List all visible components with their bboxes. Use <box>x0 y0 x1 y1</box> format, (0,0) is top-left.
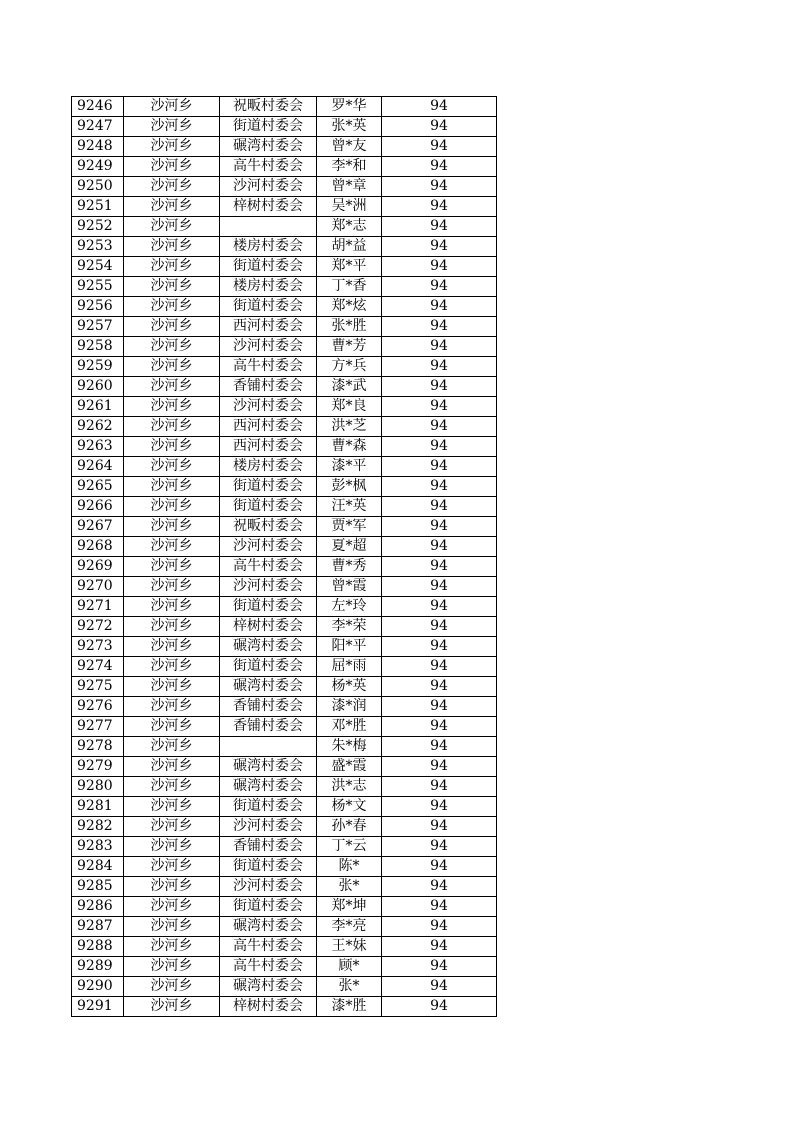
cell-village: 碾湾村委会 <box>220 977 317 997</box>
cell-town: 沙河乡 <box>124 937 220 957</box>
cell-village: 高牛村委会 <box>220 957 317 977</box>
cell-town: 沙河乡 <box>124 737 220 757</box>
cell-score: 94 <box>382 857 497 877</box>
cell-score: 94 <box>382 257 497 277</box>
cell-name: 丁*香 <box>317 277 382 297</box>
table-row <box>72 337 497 357</box>
cell-score: 94 <box>382 697 497 717</box>
cell-name: 彭*枫 <box>317 477 382 497</box>
cell-town: 沙河乡 <box>124 657 220 677</box>
cell-town: 沙河乡 <box>124 817 220 837</box>
cell-name: 郑*坤 <box>317 897 382 917</box>
cell-id: 9268 <box>72 537 124 557</box>
cell-name: 郑*平 <box>317 257 382 277</box>
cell-village: 梓树村委会 <box>220 197 317 217</box>
cell-town: 沙河乡 <box>124 957 220 977</box>
cell-village: 街道村委会 <box>220 657 317 677</box>
cell-score: 94 <box>382 917 497 937</box>
cell-score: 94 <box>382 597 497 617</box>
cell-village: 香铺村委会 <box>220 837 317 857</box>
cell-village: 碾湾村委会 <box>220 917 317 937</box>
table-row <box>72 517 497 537</box>
cell-town: 沙河乡 <box>124 797 220 817</box>
cell-village: 梓树村委会 <box>220 617 317 637</box>
cell-town: 沙河乡 <box>124 257 220 277</box>
cell-name: 李*亮 <box>317 917 382 937</box>
cell-score: 94 <box>382 677 497 697</box>
table-row <box>72 357 497 377</box>
cell-id: 9280 <box>72 777 124 797</box>
table-row <box>72 797 497 817</box>
cell-town: 沙河乡 <box>124 997 220 1017</box>
cell-town: 沙河乡 <box>124 497 220 517</box>
cell-name: 郑*志 <box>317 217 382 237</box>
cell-score: 94 <box>382 517 497 537</box>
cell-score: 94 <box>382 397 497 417</box>
cell-village: 高牛村委会 <box>220 357 317 377</box>
table-row <box>72 777 497 797</box>
table-row <box>72 137 497 157</box>
cell-score: 94 <box>382 357 497 377</box>
cell-name: 阳*平 <box>317 637 382 657</box>
cell-name: 郑*良 <box>317 397 382 417</box>
cell-village: 祝畈村委会 <box>220 517 317 537</box>
cell-name: 漆*平 <box>317 457 382 477</box>
cell-name: 曹*秀 <box>317 557 382 577</box>
cell-id: 9267 <box>72 517 124 537</box>
cell-village: 碾湾村委会 <box>220 777 317 797</box>
cell-village: 高牛村委会 <box>220 937 317 957</box>
cell-town: 沙河乡 <box>124 157 220 177</box>
cell-village: 楼房村委会 <box>220 457 317 477</box>
cell-town: 沙河乡 <box>124 597 220 617</box>
cell-name: 胡*益 <box>317 237 382 257</box>
cell-score: 94 <box>382 157 497 177</box>
cell-name: 屈*雨 <box>317 657 382 677</box>
cell-village: 街道村委会 <box>220 797 317 817</box>
cell-score: 94 <box>382 217 497 237</box>
table-row <box>72 637 497 657</box>
cell-town: 沙河乡 <box>124 457 220 477</box>
roster-table <box>71 96 497 1017</box>
cell-name: 朱*梅 <box>317 737 382 757</box>
cell-score: 94 <box>382 277 497 297</box>
cell-score: 94 <box>382 877 497 897</box>
cell-id: 9288 <box>72 937 124 957</box>
table-row <box>72 977 497 997</box>
cell-town: 沙河乡 <box>124 337 220 357</box>
cell-score: 94 <box>382 737 497 757</box>
cell-name: 罗*华 <box>317 97 382 117</box>
cell-id: 9272 <box>72 617 124 637</box>
cell-village: 沙河村委会 <box>220 337 317 357</box>
cell-town: 沙河乡 <box>124 477 220 497</box>
cell-name: 陈* <box>317 857 382 877</box>
cell-name: 洪*志 <box>317 777 382 797</box>
cell-score: 94 <box>382 577 497 597</box>
cell-name: 丁*云 <box>317 837 382 857</box>
cell-score: 94 <box>382 117 497 137</box>
cell-name: 张*英 <box>317 117 382 137</box>
cell-score: 94 <box>382 757 497 777</box>
cell-score: 94 <box>382 377 497 397</box>
cell-name: 郑*炫 <box>317 297 382 317</box>
cell-village: 沙河村委会 <box>220 537 317 557</box>
cell-town: 沙河乡 <box>124 617 220 637</box>
cell-id: 9253 <box>72 237 124 257</box>
cell-name: 邓*胜 <box>317 717 382 737</box>
cell-village: 沙河村委会 <box>220 817 317 837</box>
cell-score: 94 <box>382 637 497 657</box>
cell-town: 沙河乡 <box>124 837 220 857</box>
cell-score: 94 <box>382 417 497 437</box>
cell-id: 9251 <box>72 197 124 217</box>
table-row <box>72 257 497 277</box>
cell-score: 94 <box>382 297 497 317</box>
cell-village: 楼房村委会 <box>220 237 317 257</box>
cell-score: 94 <box>382 457 497 477</box>
cell-id: 9252 <box>72 217 124 237</box>
cell-score: 94 <box>382 777 497 797</box>
cell-score: 94 <box>382 177 497 197</box>
table-row <box>72 277 497 297</box>
cell-id: 9279 <box>72 757 124 777</box>
table-row <box>72 477 497 497</box>
cell-name: 李*荣 <box>317 617 382 637</box>
cell-name: 杨*英 <box>317 677 382 697</box>
table-row <box>72 717 497 737</box>
table-row <box>72 317 497 337</box>
cell-village: 街道村委会 <box>220 117 317 137</box>
cell-id: 9286 <box>72 897 124 917</box>
cell-name: 曾*章 <box>317 177 382 197</box>
cell-village: 街道村委会 <box>220 257 317 277</box>
table-row <box>72 117 497 137</box>
cell-village: 梓树村委会 <box>220 997 317 1017</box>
cell-village: 沙河村委会 <box>220 577 317 597</box>
cell-score: 94 <box>382 317 497 337</box>
table-row <box>72 437 497 457</box>
cell-id: 9249 <box>72 157 124 177</box>
cell-name: 贾*军 <box>317 517 382 537</box>
cell-name: 曾*霞 <box>317 577 382 597</box>
cell-village: 沙河村委会 <box>220 397 317 417</box>
cell-id: 9289 <box>72 957 124 977</box>
cell-id: 9255 <box>72 277 124 297</box>
cell-id: 9274 <box>72 657 124 677</box>
cell-town: 沙河乡 <box>124 197 220 217</box>
cell-name: 王*妹 <box>317 937 382 957</box>
cell-id: 9282 <box>72 817 124 837</box>
cell-town: 沙河乡 <box>124 577 220 597</box>
cell-score: 94 <box>382 997 497 1017</box>
cell-id: 9257 <box>72 317 124 337</box>
cell-name: 曹*森 <box>317 437 382 457</box>
table-row <box>72 537 497 557</box>
cell-score: 94 <box>382 817 497 837</box>
table-row <box>72 297 497 317</box>
cell-village: 沙河村委会 <box>220 877 317 897</box>
cell-score: 94 <box>382 937 497 957</box>
cell-score: 94 <box>382 197 497 217</box>
cell-id: 9248 <box>72 137 124 157</box>
cell-score: 94 <box>382 837 497 857</box>
table-row <box>72 417 497 437</box>
cell-town: 沙河乡 <box>124 437 220 457</box>
cell-id: 9266 <box>72 497 124 517</box>
cell-town: 沙河乡 <box>124 137 220 157</box>
cell-name: 漆*武 <box>317 377 382 397</box>
cell-town: 沙河乡 <box>124 777 220 797</box>
cell-id: 9283 <box>72 837 124 857</box>
cell-village: 碾湾村委会 <box>220 637 317 657</box>
cell-name: 盛*霞 <box>317 757 382 777</box>
cell-name: 张* <box>317 977 382 997</box>
cell-name: 杨*文 <box>317 797 382 817</box>
cell-town: 沙河乡 <box>124 717 220 737</box>
cell-score: 94 <box>382 237 497 257</box>
cell-town: 沙河乡 <box>124 277 220 297</box>
cell-town: 沙河乡 <box>124 557 220 577</box>
table-row <box>72 677 497 697</box>
table-row <box>72 177 497 197</box>
cell-id: 9263 <box>72 437 124 457</box>
cell-town: 沙河乡 <box>124 537 220 557</box>
cell-name: 左*玲 <box>317 597 382 617</box>
cell-id: 9281 <box>72 797 124 817</box>
cell-id: 9259 <box>72 357 124 377</box>
table-row <box>72 97 497 117</box>
table-row <box>72 657 497 677</box>
cell-village: 街道村委会 <box>220 297 317 317</box>
cell-village: 楼房村委会 <box>220 277 317 297</box>
cell-score: 94 <box>382 437 497 457</box>
cell-name: 孙*春 <box>317 817 382 837</box>
cell-town: 沙河乡 <box>124 677 220 697</box>
table-row <box>72 377 497 397</box>
cell-id: 9265 <box>72 477 124 497</box>
table-row <box>72 577 497 597</box>
cell-score: 94 <box>382 797 497 817</box>
table-row <box>72 237 497 257</box>
cell-village: 香铺村委会 <box>220 697 317 717</box>
cell-score: 94 <box>382 497 497 517</box>
cell-id: 9261 <box>72 397 124 417</box>
table-row <box>72 157 497 177</box>
table-row <box>72 457 497 477</box>
table-row <box>72 997 497 1017</box>
cell-town: 沙河乡 <box>124 417 220 437</box>
cell-village: 香铺村委会 <box>220 377 317 397</box>
cell-village: 西河村委会 <box>220 317 317 337</box>
cell-village: 碾湾村委会 <box>220 137 317 157</box>
cell-town: 沙河乡 <box>124 517 220 537</box>
cell-score: 94 <box>382 897 497 917</box>
cell-name: 吴*洲 <box>317 197 382 217</box>
cell-town: 沙河乡 <box>124 917 220 937</box>
cell-id: 9273 <box>72 637 124 657</box>
cell-town: 沙河乡 <box>124 697 220 717</box>
cell-id: 9278 <box>72 737 124 757</box>
cell-score: 94 <box>382 537 497 557</box>
cell-town: 沙河乡 <box>124 217 220 237</box>
cell-id: 9271 <box>72 597 124 617</box>
table-row <box>72 397 497 417</box>
table-row <box>72 837 497 857</box>
cell-town: 沙河乡 <box>124 877 220 897</box>
cell-village: 碾湾村委会 <box>220 677 317 697</box>
cell-name: 李*和 <box>317 157 382 177</box>
cell-village: 沙河村委会 <box>220 177 317 197</box>
cell-score: 94 <box>382 337 497 357</box>
cell-id: 9277 <box>72 717 124 737</box>
table-row <box>72 497 497 517</box>
cell-name: 张*胜 <box>317 317 382 337</box>
cell-name: 顾* <box>317 957 382 977</box>
cell-village: 街道村委会 <box>220 477 317 497</box>
roster-table-body <box>72 97 497 1017</box>
cell-name: 曾*友 <box>317 137 382 157</box>
cell-village: 香铺村委会 <box>220 717 317 737</box>
cell-village: 碾湾村委会 <box>220 757 317 777</box>
cell-town: 沙河乡 <box>124 297 220 317</box>
cell-id: 9247 <box>72 117 124 137</box>
table-row <box>72 897 497 917</box>
cell-id: 9275 <box>72 677 124 697</box>
cell-village: 街道村委会 <box>220 897 317 917</box>
table-row <box>72 917 497 937</box>
cell-town: 沙河乡 <box>124 397 220 417</box>
cell-town: 沙河乡 <box>124 97 220 117</box>
cell-id: 9270 <box>72 577 124 597</box>
cell-town: 沙河乡 <box>124 357 220 377</box>
cell-village <box>220 217 317 237</box>
cell-name: 夏*超 <box>317 537 382 557</box>
cell-village: 高牛村委会 <box>220 557 317 577</box>
cell-name: 洪*芝 <box>317 417 382 437</box>
cell-id: 9260 <box>72 377 124 397</box>
cell-id: 9258 <box>72 337 124 357</box>
cell-village: 祝畈村委会 <box>220 97 317 117</box>
cell-village: 街道村委会 <box>220 497 317 517</box>
table-row <box>72 557 497 577</box>
table-row <box>72 217 497 237</box>
cell-score: 94 <box>382 137 497 157</box>
cell-town: 沙河乡 <box>124 897 220 917</box>
cell-village: 街道村委会 <box>220 597 317 617</box>
cell-town: 沙河乡 <box>124 317 220 337</box>
table-row <box>72 197 497 217</box>
table-row <box>72 757 497 777</box>
cell-village: 高牛村委会 <box>220 157 317 177</box>
cell-id: 9287 <box>72 917 124 937</box>
cell-score: 94 <box>382 957 497 977</box>
cell-score: 94 <box>382 657 497 677</box>
cell-id: 9254 <box>72 257 124 277</box>
cell-id: 9290 <box>72 977 124 997</box>
table-row <box>72 817 497 837</box>
cell-id: 9256 <box>72 297 124 317</box>
table-row <box>72 737 497 757</box>
table-row <box>72 877 497 897</box>
cell-id: 9285 <box>72 877 124 897</box>
cell-name: 张* <box>317 877 382 897</box>
cell-village <box>220 737 317 757</box>
cell-town: 沙河乡 <box>124 857 220 877</box>
cell-town: 沙河乡 <box>124 377 220 397</box>
cell-id: 9291 <box>72 997 124 1017</box>
table-row <box>72 857 497 877</box>
cell-name: 漆*润 <box>317 697 382 717</box>
cell-name: 漆*胜 <box>317 997 382 1017</box>
cell-name: 汪*英 <box>317 497 382 517</box>
cell-id: 9284 <box>72 857 124 877</box>
cell-score: 94 <box>382 477 497 497</box>
cell-id: 9264 <box>72 457 124 477</box>
table-row <box>72 957 497 977</box>
cell-village: 西河村委会 <box>220 437 317 457</box>
table-row <box>72 937 497 957</box>
cell-name: 曹*芳 <box>317 337 382 357</box>
cell-town: 沙河乡 <box>124 117 220 137</box>
cell-village: 西河村委会 <box>220 417 317 437</box>
cell-id: 9246 <box>72 97 124 117</box>
cell-score: 94 <box>382 717 497 737</box>
cell-score: 94 <box>382 977 497 997</box>
table-row <box>72 617 497 637</box>
cell-village: 街道村委会 <box>220 857 317 877</box>
cell-score: 94 <box>382 617 497 637</box>
cell-id: 9262 <box>72 417 124 437</box>
table-row <box>72 597 497 617</box>
table-row <box>72 697 497 717</box>
cell-score: 94 <box>382 557 497 577</box>
cell-id: 9250 <box>72 177 124 197</box>
cell-name: 方*兵 <box>317 357 382 377</box>
cell-town: 沙河乡 <box>124 237 220 257</box>
cell-town: 沙河乡 <box>124 637 220 657</box>
cell-score: 94 <box>382 97 497 117</box>
cell-town: 沙河乡 <box>124 177 220 197</box>
cell-id: 9276 <box>72 697 124 717</box>
cell-town: 沙河乡 <box>124 977 220 997</box>
cell-town: 沙河乡 <box>124 757 220 777</box>
cell-id: 9269 <box>72 557 124 577</box>
